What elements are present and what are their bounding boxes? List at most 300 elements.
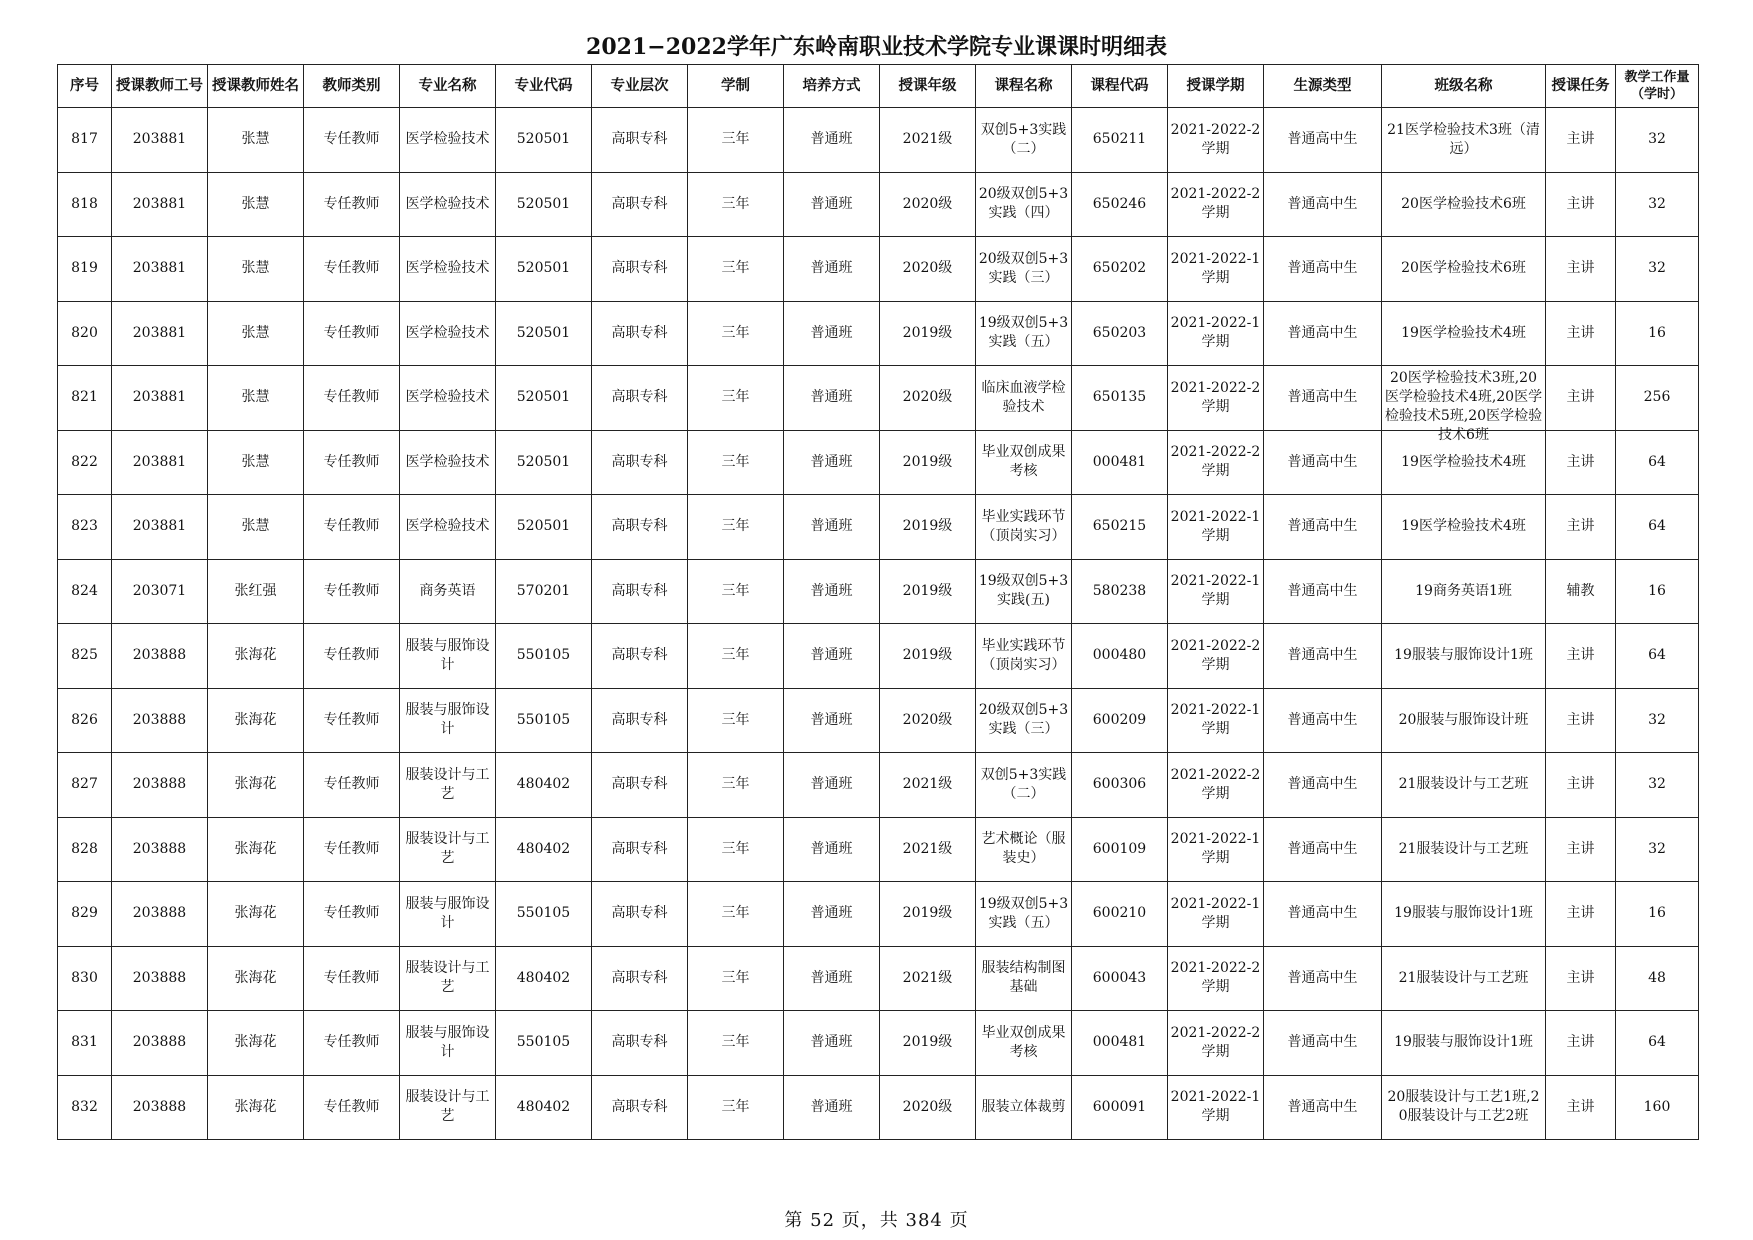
cell-class-name-text: 20服装设计与工艺1班,20服装设计与工艺2班 bbox=[1387, 1089, 1540, 1125]
cell-task-text: 主讲 bbox=[1566, 260, 1595, 277]
cell-teacher-id-text: 203071 bbox=[132, 582, 187, 599]
cell-seq bbox=[58, 817, 112, 882]
cell-duration bbox=[688, 946, 784, 1011]
cell-teacher-category bbox=[304, 688, 400, 753]
table-row bbox=[58, 108, 1699, 173]
cell-teacher-category bbox=[304, 559, 400, 624]
cell-teacher-name-text: 张海花 bbox=[234, 1034, 277, 1051]
cell-semester bbox=[1168, 366, 1264, 431]
cell-task-text: 主讲 bbox=[1566, 518, 1595, 535]
cell-major-level-text: 高职专科 bbox=[611, 453, 668, 470]
cell-student-source-text: 普通高中生 bbox=[1287, 776, 1358, 793]
cell-task bbox=[1546, 817, 1616, 882]
cell-course-code bbox=[1072, 688, 1168, 753]
cell-major-name-text: 商务英语 bbox=[419, 582, 476, 599]
cell-student-source bbox=[1264, 108, 1382, 173]
cell-student-source bbox=[1264, 366, 1382, 431]
cell-class-name bbox=[1382, 172, 1546, 237]
cell-workload-text: 32 bbox=[1648, 131, 1666, 148]
cell-course-code bbox=[1072, 1075, 1168, 1140]
cell-major-name bbox=[400, 495, 496, 560]
cell-major-level bbox=[592, 882, 688, 947]
header-seq: 序号 bbox=[58, 65, 112, 108]
table-row bbox=[58, 559, 1699, 624]
cell-training-mode-text: 普通班 bbox=[810, 324, 853, 341]
cell-duration bbox=[688, 1075, 784, 1140]
cell-grade-text: 2019级 bbox=[902, 453, 953, 470]
cell-major-level-text: 高职专科 bbox=[611, 776, 668, 793]
cell-teacher-id-text: 203881 bbox=[132, 195, 187, 212]
cell-duration-text: 三年 bbox=[721, 1034, 750, 1051]
cell-training-mode-text: 普通班 bbox=[810, 840, 853, 857]
cell-course-name-text: 19级双创5+3实践（五） bbox=[978, 315, 1069, 351]
cell-teacher-category bbox=[304, 495, 400, 560]
cell-duration-text: 三年 bbox=[721, 969, 750, 986]
header-course-name: 课程名称 bbox=[976, 65, 1072, 108]
header-major-code: 专业代码 bbox=[496, 65, 592, 108]
cell-training-mode-text: 普通班 bbox=[810, 1034, 853, 1051]
cell-workload bbox=[1616, 1075, 1699, 1140]
cell-teacher-id bbox=[112, 817, 208, 882]
cell-teacher-id-text: 203888 bbox=[132, 1098, 187, 1115]
cell-course-name bbox=[976, 108, 1072, 173]
cell-major-name-text: 服装与服饰设计 bbox=[405, 637, 490, 673]
cell-major-name-text: 医学检验技术 bbox=[405, 131, 490, 148]
cell-student-source-text: 普通高中生 bbox=[1287, 1034, 1358, 1051]
cell-course-name-text: 20级双创5+3实践（三） bbox=[978, 702, 1069, 738]
cell-task-text: 主讲 bbox=[1566, 1034, 1595, 1051]
cell-workload bbox=[1616, 1011, 1699, 1076]
cell-major-code bbox=[496, 1011, 592, 1076]
cell-student-source bbox=[1264, 946, 1382, 1011]
cell-training-mode bbox=[784, 559, 880, 624]
cell-task bbox=[1546, 1011, 1616, 1076]
cell-course-code bbox=[1072, 882, 1168, 947]
cell-seq bbox=[58, 495, 112, 560]
cell-teacher-id bbox=[112, 172, 208, 237]
cell-major-code-text: 480402 bbox=[516, 840, 571, 857]
cell-course-code bbox=[1072, 301, 1168, 366]
cell-semester bbox=[1168, 624, 1264, 689]
cell-teacher-category-text: 专任教师 bbox=[323, 647, 380, 664]
cell-workload bbox=[1616, 688, 1699, 753]
cell-class-name-text: 20医学检验技术6班 bbox=[1401, 195, 1526, 212]
cell-course-name bbox=[976, 366, 1072, 431]
cell-course-name-text: 艺术概论（服装史） bbox=[981, 831, 1066, 867]
cell-major-code bbox=[496, 108, 592, 173]
cell-semester-text: 2021-2022-1学期 bbox=[1170, 831, 1261, 867]
cell-duration bbox=[688, 624, 784, 689]
cell-teacher-category-text: 专任教师 bbox=[323, 389, 380, 406]
cell-major-level bbox=[592, 237, 688, 302]
header-teacher-category: 教师类别 bbox=[304, 65, 400, 108]
cell-task bbox=[1546, 882, 1616, 947]
cell-duration bbox=[688, 817, 784, 882]
cell-workload-text: 64 bbox=[1648, 518, 1666, 535]
cell-class-name bbox=[1382, 624, 1546, 689]
footer-prefix: 第 bbox=[784, 1210, 804, 1231]
cell-duration-text: 三年 bbox=[721, 582, 750, 599]
cell-duration bbox=[688, 559, 784, 624]
cell-teacher-category bbox=[304, 430, 400, 495]
cell-teacher-category-text: 专任教师 bbox=[323, 453, 380, 470]
cell-major-level bbox=[592, 366, 688, 431]
cell-task bbox=[1546, 366, 1616, 431]
cell-major-level bbox=[592, 172, 688, 237]
cell-class-name bbox=[1382, 237, 1546, 302]
cell-grade-text: 2020级 bbox=[902, 389, 953, 406]
cell-task bbox=[1546, 946, 1616, 1011]
cell-teacher-id bbox=[112, 688, 208, 753]
cell-course-code-text: 600209 bbox=[1092, 711, 1147, 728]
cell-teacher-category bbox=[304, 301, 400, 366]
cell-task bbox=[1546, 495, 1616, 560]
cell-training-mode-text: 普通班 bbox=[810, 776, 853, 793]
cell-workload-text: 32 bbox=[1648, 260, 1666, 277]
cell-major-level bbox=[592, 430, 688, 495]
cell-teacher-category bbox=[304, 882, 400, 947]
table-row bbox=[58, 946, 1699, 1011]
cell-training-mode-text: 普通班 bbox=[810, 582, 853, 599]
cell-major-code bbox=[496, 817, 592, 882]
table-row bbox=[58, 688, 1699, 753]
cell-teacher-id bbox=[112, 1075, 208, 1140]
cell-task-text: 主讲 bbox=[1566, 905, 1595, 922]
cell-class-name bbox=[1382, 495, 1546, 560]
cell-course-name bbox=[976, 172, 1072, 237]
cell-class-name bbox=[1382, 1075, 1546, 1140]
cell-teacher-name-text: 张海花 bbox=[234, 969, 277, 986]
cell-class-name bbox=[1382, 688, 1546, 753]
cell-semester bbox=[1168, 946, 1264, 1011]
cell-training-mode bbox=[784, 237, 880, 302]
cell-duration bbox=[688, 495, 784, 560]
header-teacher-name: 授课教师姓名 bbox=[208, 65, 304, 108]
cell-grade-text: 2020级 bbox=[902, 711, 953, 728]
cell-course-name-text: 19级双创5+3实践（五） bbox=[978, 895, 1069, 931]
cell-task-text: 主讲 bbox=[1566, 711, 1595, 728]
cell-major-code-text: 520501 bbox=[516, 453, 571, 470]
cell-student-source bbox=[1264, 559, 1382, 624]
cell-major-name bbox=[400, 237, 496, 302]
cell-teacher-id bbox=[112, 366, 208, 431]
cell-workload-text: 16 bbox=[1648, 324, 1666, 341]
cell-task-text: 主讲 bbox=[1566, 840, 1595, 857]
cell-major-code bbox=[496, 366, 592, 431]
cell-duration-text: 三年 bbox=[721, 776, 750, 793]
cell-grade bbox=[880, 172, 976, 237]
cell-major-name-text: 服装设计与工艺 bbox=[405, 1089, 490, 1125]
cell-grade-text: 2021级 bbox=[902, 131, 953, 148]
cell-major-name-text: 服装设计与工艺 bbox=[405, 831, 490, 867]
cell-teacher-category-text: 专任教师 bbox=[323, 518, 380, 535]
cell-task bbox=[1546, 559, 1616, 624]
cell-task bbox=[1546, 1075, 1616, 1140]
cell-student-source-text: 普通高中生 bbox=[1287, 840, 1358, 857]
cell-major-name-text: 医学检验技术 bbox=[405, 260, 490, 277]
cell-course-name bbox=[976, 495, 1072, 560]
cell-workload bbox=[1616, 559, 1699, 624]
cell-grade bbox=[880, 946, 976, 1011]
cell-task-text: 主讲 bbox=[1566, 195, 1595, 212]
cell-duration-text: 三年 bbox=[721, 453, 750, 470]
cell-teacher-name-text: 张海花 bbox=[234, 1098, 277, 1115]
cell-seq-text: 819 bbox=[71, 260, 98, 277]
cell-task-text: 主讲 bbox=[1566, 453, 1595, 470]
cell-class-name-text: 19医学检验技术4班 bbox=[1401, 518, 1526, 535]
cell-major-level bbox=[592, 495, 688, 560]
cell-course-name bbox=[976, 882, 1072, 947]
cell-course-code-text: 600210 bbox=[1092, 905, 1147, 922]
cell-major-code bbox=[496, 688, 592, 753]
cell-duration bbox=[688, 172, 784, 237]
cell-course-name-text: 20级双创5+3实践（三） bbox=[978, 250, 1069, 286]
cell-task-text: 主讲 bbox=[1566, 647, 1595, 664]
cell-grade-text: 2020级 bbox=[902, 195, 953, 212]
cell-seq bbox=[58, 172, 112, 237]
cell-semester bbox=[1168, 108, 1264, 173]
cell-grade-text: 2019级 bbox=[902, 582, 953, 599]
cell-major-code bbox=[496, 301, 592, 366]
cell-teacher-name bbox=[208, 624, 304, 689]
cell-class-name bbox=[1382, 882, 1546, 947]
cell-semester-text: 2021-2022-2学期 bbox=[1170, 444, 1261, 480]
cell-class-name bbox=[1382, 753, 1546, 818]
cell-workload-text: 16 bbox=[1648, 905, 1666, 922]
cell-class-name-text: 19医学检验技术4班 bbox=[1401, 453, 1526, 470]
cell-course-name-text: 毕业实践环节（顶岗实习） bbox=[981, 508, 1066, 544]
cell-major-name-text: 服装设计与工艺 bbox=[405, 766, 490, 802]
cell-major-code-text: 520501 bbox=[516, 324, 571, 341]
cell-training-mode bbox=[784, 817, 880, 882]
cell-major-level bbox=[592, 1075, 688, 1140]
cell-teacher-id-text: 203888 bbox=[132, 969, 187, 986]
cell-course-code-text: 650215 bbox=[1092, 518, 1147, 535]
cell-major-code bbox=[496, 624, 592, 689]
cell-seq-text: 831 bbox=[71, 1034, 98, 1051]
cell-training-mode bbox=[784, 882, 880, 947]
cell-major-level-text: 高职专科 bbox=[611, 969, 668, 986]
cell-task bbox=[1546, 624, 1616, 689]
header-grade: 授课年级 bbox=[880, 65, 976, 108]
cell-course-code bbox=[1072, 624, 1168, 689]
cell-grade bbox=[880, 882, 976, 947]
cell-seq-text: 823 bbox=[71, 518, 98, 535]
cell-seq-text: 827 bbox=[71, 776, 98, 793]
cell-teacher-id bbox=[112, 559, 208, 624]
cell-teacher-name-text: 张红强 bbox=[234, 582, 277, 599]
cell-course-code bbox=[1072, 495, 1168, 560]
cell-semester-text: 2021-2022-2学期 bbox=[1170, 766, 1261, 802]
header-semester: 授课学期 bbox=[1168, 65, 1264, 108]
cell-workload bbox=[1616, 753, 1699, 818]
cell-teacher-id bbox=[112, 237, 208, 302]
cell-major-code bbox=[496, 172, 592, 237]
cell-semester-text: 2021-2022-2学期 bbox=[1170, 121, 1261, 157]
cell-course-code-text: 600306 bbox=[1092, 776, 1147, 793]
cell-seq-text: 820 bbox=[71, 324, 98, 341]
cell-semester bbox=[1168, 817, 1264, 882]
cell-workload-text: 32 bbox=[1648, 195, 1666, 212]
table-row bbox=[58, 301, 1699, 366]
cell-semester-text: 2021-2022-2学期 bbox=[1170, 637, 1261, 673]
cell-duration-text: 三年 bbox=[721, 711, 750, 728]
cell-major-code bbox=[496, 946, 592, 1011]
table-row bbox=[58, 1075, 1699, 1140]
cell-course-name-text: 毕业实践环节（顶岗实习） bbox=[981, 637, 1066, 673]
cell-class-name-text: 21服装设计与工艺班 bbox=[1398, 840, 1529, 857]
cell-course-code-text: 650135 bbox=[1092, 389, 1147, 406]
cell-course-code bbox=[1072, 108, 1168, 173]
cell-course-name bbox=[976, 817, 1072, 882]
footer-middle: 页，共 bbox=[841, 1210, 899, 1231]
cell-student-source bbox=[1264, 172, 1382, 237]
cell-course-code-text: 650246 bbox=[1092, 195, 1147, 212]
cell-teacher-name bbox=[208, 301, 304, 366]
cell-training-mode bbox=[784, 688, 880, 753]
cell-duration-text: 三年 bbox=[721, 905, 750, 922]
cell-seq-text: 829 bbox=[71, 905, 98, 922]
cell-seq bbox=[58, 1075, 112, 1140]
table-row bbox=[58, 1011, 1699, 1076]
cell-course-name-text: 毕业双创成果考核 bbox=[981, 1024, 1066, 1060]
cell-major-code bbox=[496, 882, 592, 947]
cell-semester bbox=[1168, 753, 1264, 818]
cell-teacher-name-text: 张海花 bbox=[234, 905, 277, 922]
cell-task bbox=[1546, 430, 1616, 495]
cell-seq bbox=[58, 1011, 112, 1076]
cell-grade bbox=[880, 1075, 976, 1140]
cell-class-name-text: 21医学检验技术3班（清远） bbox=[1387, 121, 1540, 157]
cell-seq bbox=[58, 237, 112, 302]
cell-course-name-text: 毕业双创成果考核 bbox=[981, 444, 1066, 480]
cell-grade-text: 2019级 bbox=[902, 647, 953, 664]
cell-semester-text: 2021-2022-1学期 bbox=[1170, 702, 1261, 738]
table-row bbox=[58, 495, 1699, 560]
cell-teacher-name-text: 张慧 bbox=[241, 131, 270, 148]
cell-semester bbox=[1168, 430, 1264, 495]
cell-grade-text: 2020级 bbox=[902, 260, 953, 277]
cell-workload-text: 64 bbox=[1648, 453, 1666, 470]
cell-teacher-id bbox=[112, 495, 208, 560]
cell-workload bbox=[1616, 237, 1699, 302]
cell-grade bbox=[880, 366, 976, 431]
cell-major-code-text: 550105 bbox=[516, 1034, 571, 1051]
cell-major-name-text: 医学检验技术 bbox=[405, 389, 490, 406]
cell-seq-text: 830 bbox=[71, 969, 98, 986]
cell-major-level-text: 高职专科 bbox=[611, 582, 668, 599]
cell-course-code bbox=[1072, 559, 1168, 624]
cell-semester bbox=[1168, 1075, 1264, 1140]
cell-grade bbox=[880, 1011, 976, 1076]
cell-workload bbox=[1616, 430, 1699, 495]
cell-major-level bbox=[592, 559, 688, 624]
cell-course-name-text: 双创5+3实践（二） bbox=[980, 766, 1067, 802]
cell-semester-text: 2021-2022-1学期 bbox=[1170, 573, 1261, 609]
cell-task-text: 主讲 bbox=[1566, 1098, 1595, 1115]
cell-task-text: 主讲 bbox=[1566, 389, 1595, 406]
cell-workload bbox=[1616, 366, 1699, 431]
cell-duration-text: 三年 bbox=[721, 260, 750, 277]
cell-student-source bbox=[1264, 882, 1382, 947]
cell-teacher-name bbox=[208, 882, 304, 947]
cell-student-source-text: 普通高中生 bbox=[1287, 260, 1358, 277]
cell-course-name bbox=[976, 688, 1072, 753]
table-row bbox=[58, 172, 1699, 237]
cell-semester-text: 2021-2022-2学期 bbox=[1170, 379, 1261, 415]
cell-seq bbox=[58, 946, 112, 1011]
cell-major-name-text: 医学检验技术 bbox=[405, 195, 490, 212]
cell-course-code-text: 600043 bbox=[1092, 969, 1147, 986]
cell-student-source-text: 普通高中生 bbox=[1287, 582, 1358, 599]
cell-major-name bbox=[400, 1075, 496, 1140]
cell-training-mode bbox=[784, 1011, 880, 1076]
cell-major-code-text: 480402 bbox=[516, 776, 571, 793]
cell-major-level-text: 高职专科 bbox=[611, 711, 668, 728]
cell-teacher-id-text: 203888 bbox=[132, 647, 187, 664]
cell-student-source-text: 普通高中生 bbox=[1287, 711, 1358, 728]
cell-task bbox=[1546, 688, 1616, 753]
cell-major-level-text: 高职专科 bbox=[611, 260, 668, 277]
cell-task bbox=[1546, 172, 1616, 237]
cell-semester bbox=[1168, 301, 1264, 366]
cell-teacher-category bbox=[304, 237, 400, 302]
cell-teacher-name bbox=[208, 1075, 304, 1140]
cell-course-code bbox=[1072, 817, 1168, 882]
table-row bbox=[58, 624, 1699, 689]
cell-teacher-name bbox=[208, 946, 304, 1011]
cell-grade-text: 2021级 bbox=[902, 776, 953, 793]
cell-seq bbox=[58, 882, 112, 947]
cell-teacher-category-text: 专任教师 bbox=[323, 324, 380, 341]
cell-class-name-text: 19医学检验技术4班 bbox=[1401, 324, 1526, 341]
cell-teacher-name-text: 张海花 bbox=[234, 840, 277, 857]
course-hours-table bbox=[57, 64, 1699, 1140]
cell-teacher-category-text: 专任教师 bbox=[323, 840, 380, 857]
cell-class-name-text: 21服装设计与工艺班 bbox=[1398, 776, 1529, 793]
table-row bbox=[58, 237, 1699, 302]
cell-grade bbox=[880, 301, 976, 366]
cell-workload-text: 256 bbox=[1643, 389, 1671, 406]
cell-task bbox=[1546, 237, 1616, 302]
cell-seq bbox=[58, 108, 112, 173]
cell-teacher-category-text: 专任教师 bbox=[323, 905, 380, 922]
cell-workload bbox=[1616, 108, 1699, 173]
cell-course-code-text: 000481 bbox=[1092, 1034, 1147, 1051]
cell-class-name bbox=[1382, 1011, 1546, 1076]
cell-teacher-category-text: 专任教师 bbox=[323, 195, 380, 212]
cell-student-source bbox=[1264, 817, 1382, 882]
cell-seq bbox=[58, 688, 112, 753]
cell-semester-text: 2021-2022-1学期 bbox=[1170, 315, 1261, 351]
cell-major-name bbox=[400, 559, 496, 624]
cell-semester bbox=[1168, 559, 1264, 624]
cell-semester-text: 2021-2022-1学期 bbox=[1170, 250, 1261, 286]
cell-class-name bbox=[1382, 366, 1546, 444]
cell-seq-text: 818 bbox=[71, 195, 98, 212]
cell-teacher-category-text: 专任教师 bbox=[323, 776, 380, 793]
cell-course-name bbox=[976, 624, 1072, 689]
cell-teacher-id bbox=[112, 753, 208, 818]
table-row bbox=[58, 882, 1699, 947]
cell-duration bbox=[688, 753, 784, 818]
cell-teacher-name-text: 张海花 bbox=[234, 647, 277, 664]
cell-teacher-id-text: 203881 bbox=[132, 453, 187, 470]
cell-duration bbox=[688, 366, 784, 431]
cell-class-name-text: 20医学检验技术6班 bbox=[1401, 260, 1526, 277]
cell-course-code-text: 000480 bbox=[1092, 647, 1147, 664]
cell-teacher-category-text: 专任教师 bbox=[323, 582, 380, 599]
